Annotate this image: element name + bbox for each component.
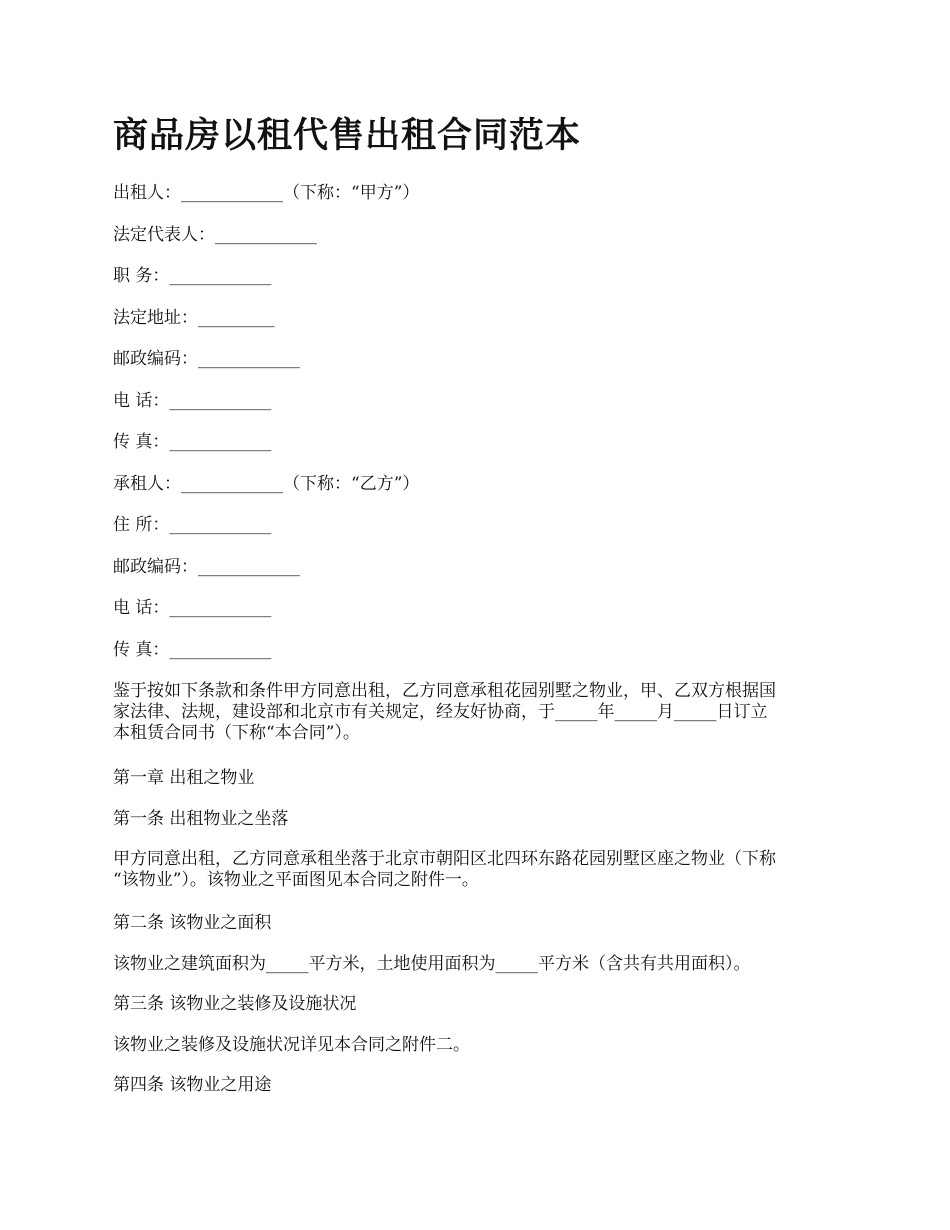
chapter-1-heading: 第一章 出租之物业 (113, 768, 255, 788)
lessor-line: 出租人：____________（下称：“甲方”） (113, 183, 420, 203)
article-2-text: 该物业之建筑面积为_____平方米，土地使用面积为_____平方米（含共有共用面积）。 (113, 954, 751, 974)
fax-line-2: 传 真：____________ (113, 640, 272, 660)
article-1-paragraph (113, 849, 841, 891)
fax-line-1: 传 真：____________ (113, 432, 272, 452)
position-line: 职 务：____________ (113, 266, 272, 286)
residence-line: 住 所：____________ (113, 515, 272, 535)
postal-code-line-1: 邮政编码：____________ (113, 349, 300, 369)
article-1-line: “该物业”）。该物业之平面图见本合同之附件一。 (113, 870, 479, 890)
legal-address-line: 法定地址：_________ (113, 308, 275, 328)
article-2-heading: 第二条 该物业之面积 (113, 913, 272, 933)
article-3-text: 该物业之装修及设施状况详见本合同之附件二。 (113, 1035, 470, 1055)
preamble-line: 本租赁合同书（下称“本合同”）。 (113, 723, 360, 743)
phone-line-2: 电 话：____________ (113, 598, 272, 618)
article-3-heading: 第三条 该物业之装修及设施状况 (113, 994, 357, 1014)
preamble-paragraph (113, 681, 841, 744)
article-4-heading: 第四条 该物业之用途 (113, 1075, 272, 1095)
legal-rep-line: 法定代表人：____________ (113, 225, 317, 245)
postal-code-line-2: 邮政编码：____________ (113, 557, 300, 577)
article-1-heading: 第一条 出租物业之坐落 (113, 809, 289, 829)
lessee-line: 承租人：____________（下称：“乙方”） (113, 474, 420, 494)
phone-line-1: 电 话：____________ (113, 391, 272, 411)
document-title: 商品房以租代售出租合同范本 (113, 116, 582, 156)
preamble-line: 家法律、法规，建设部和北京市有关规定，经友好协商，于_____年_____月_____日订立 (113, 702, 768, 722)
preamble-line: 鉴于按如下条款和条件甲方同意出租，乙方同意承租花园别墅之物业，甲、乙双方根据国 (113, 681, 776, 701)
article-1-line: 甲方同意出租，乙方同意承租坐落于北京市朝阳区北四环东路花园别墅区座之物业（下称 (113, 849, 776, 869)
